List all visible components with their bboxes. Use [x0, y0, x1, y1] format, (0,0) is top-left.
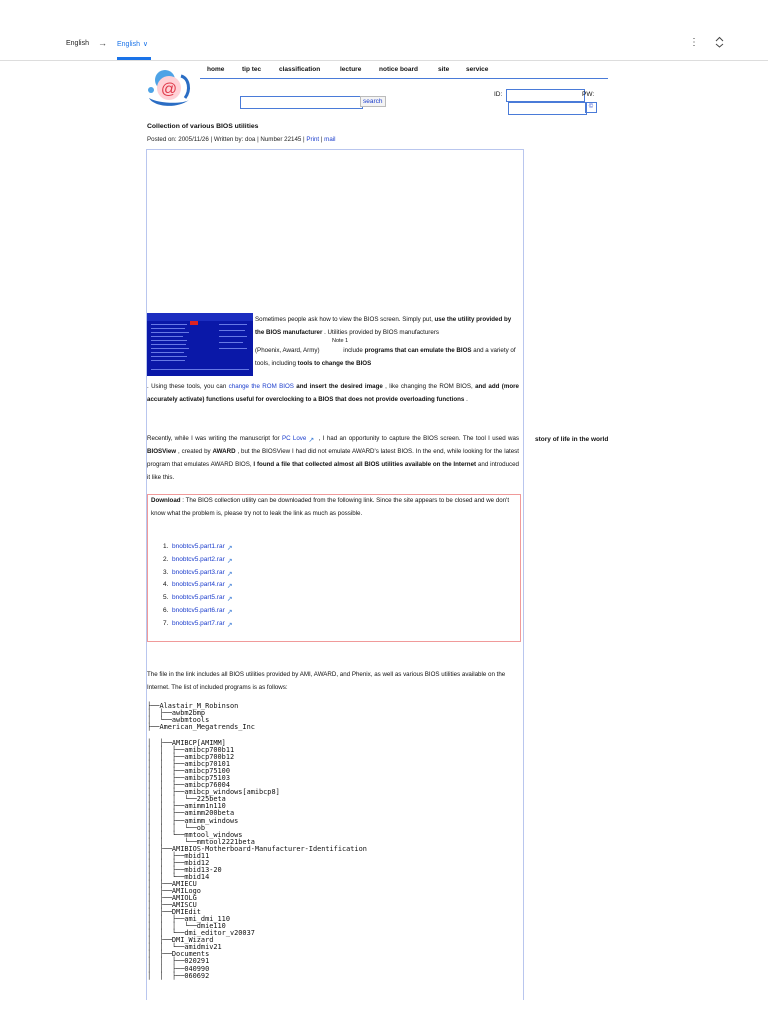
p3-text-1: Recently, while I was writing the manuscript for — [147, 435, 282, 442]
intro-paragraph — [255, 313, 519, 339]
external-link-icon: ↗ — [226, 621, 233, 629]
chevron-down-icon: ∨ — [142, 41, 149, 48]
p1-text-3: (Phoenix, Award, Army) — [255, 347, 320, 354]
post-meta-text: Posted on: 2005/11/26 | Written by: doa | Number 22145 | — [147, 136, 307, 143]
included-programs-paragraph: The file in the link includes all BIOS utilities provided by AMI, AWARD, and Phenix, as well as various BIOS utilities available on the Internet. The list of included programs is as follows: — [147, 671, 506, 691]
download-link-part2[interactable] — [172, 556, 235, 563]
file-name: bnobtcv5.part2.rar — [172, 555, 225, 563]
arrow-right-icon: → — [98, 38, 107, 48]
p2-text-1: . Using these tools, you can — [147, 383, 229, 390]
p3-bold-1: BIOSView — [147, 448, 177, 455]
p1-bold-2: programs that can emulate the BIOS — [364, 347, 472, 354]
translate-bar — [0, 0, 768, 61]
download-link-part3[interactable] — [172, 569, 235, 576]
external-link-icon: ↗ — [226, 570, 233, 578]
nav-notice-board[interactable]: notice board — [379, 66, 419, 73]
pw-label: PW: — [582, 91, 595, 98]
file-name: bnobtcv5.part1.rar — [172, 543, 225, 550]
svg-text:@: @ — [160, 81, 178, 98]
list-item — [163, 605, 235, 618]
external-link-icon: ↗ — [226, 557, 233, 565]
download-text — [151, 494, 517, 520]
download-label: Download — [151, 497, 181, 504]
active-tab-indicator — [117, 57, 151, 60]
source-language[interactable]: English — [66, 40, 89, 47]
list-item — [163, 554, 235, 567]
list-number: 6. — [163, 606, 169, 614]
nav-tip-tec[interactable]: tip tec — [242, 66, 262, 73]
download-list — [163, 541, 235, 631]
pc-love-link[interactable] — [282, 435, 316, 442]
p3-text-5: and introduced it like this. — [147, 461, 519, 481]
id-input[interactable] — [506, 89, 585, 102]
list-number: 2. — [163, 555, 169, 563]
nav-service[interactable]: service — [466, 66, 489, 73]
download-link-part4[interactable] — [172, 581, 235, 591]
list-item — [163, 541, 235, 554]
site-logo[interactable] — [145, 66, 195, 110]
meta-separator: | — [319, 136, 325, 143]
p3-bold-3: I found a file that collected almost all BIOS utilities available on the Internet — [253, 461, 477, 468]
download-link-part5[interactable] — [172, 594, 235, 604]
external-link-icon: ↗ — [226, 545, 233, 552]
pc-love-paragraph — [147, 432, 519, 484]
collapse-icon[interactable] — [715, 36, 724, 49]
download-link-part1[interactable] — [172, 543, 235, 550]
pw-input[interactable] — [508, 102, 587, 115]
p2-bold-1: and insert the desired image — [293, 383, 383, 390]
nav-home[interactable]: home — [207, 66, 225, 73]
list-number: 1. — [163, 543, 169, 550]
target-language-label: English — [117, 41, 140, 48]
list-item — [163, 592, 235, 605]
intro-paragraph-cont — [255, 344, 519, 370]
list-number: 3. — [163, 568, 169, 576]
download-description: : The BIOS collection utility can be downloaded from the following link. Since the site appears to be closed and we don't know what the problem is, please try not to leak the link as much as possible. — [151, 497, 510, 517]
external-link-icon: ↗ — [226, 583, 233, 591]
rom-bios-paragraph — [147, 380, 519, 406]
list-number: 4. — [163, 581, 169, 589]
p3-text-3: , created by — [176, 448, 213, 455]
p2-text-3: . — [464, 396, 468, 403]
p1-bold-1: use the utility provided by the BIOS manufacturer — [255, 316, 512, 336]
p1-text-2: . Utilities provided by BIOS manufacturers — [322, 329, 439, 336]
external-link-icon: ↗ — [226, 608, 233, 616]
external-link-icon: ↗ — [308, 437, 315, 444]
p1-text-5: and a variety of tools, including — [255, 347, 516, 367]
file-name: bnobtcv5.part3.rar — [172, 568, 225, 576]
directory-tree-ami: │ ├──AMIBCP[AMIMM] │ │ ├──amibcp700b11 │ │ ├──amibcp700b12 │ │ ├──amibcp70101 │ │ ├──amibcp75100 │ │ ├──amibcp75103 │ │ ├──amibcp76004 │ │ ├──amibcp_windows[amibcp8] │ │ │ └──225beta │ │ ├──amimm1n110 │ │ ├──amimm200beta │ │ ├──amimm_windows │ │ │ └──ob │ │ └──mmtool_windows │ │ └──mmtool2221beta │ ├──AMIBIOS-Motherboard-Manufacturer-Identification │ │ ├──mbid11 │ │ ├──mbid12 │ │ ├──mbid13-20 │ │ └──mbid14 │ ├──AMIECU │ ├──AMILogo │ ├──AMIOLG │ ├──AMISCU │ ├──DMIEdit │ │ ├──ami_dmi_110 │ │ │ └──dmie110 │ │ └──dmi_editor_v20037 │ ├──DMI_Wizard │ │ └──amidmiv21 │ ├──Documents │ │ ├──020291 │ │ ├──040990 │ │ ├──060692 — [147, 739, 367, 980]
list-number: 7. — [163, 619, 169, 627]
login-button[interactable]: © — [585, 102, 597, 113]
search-input[interactable] — [240, 96, 363, 109]
p3-text-2: , I had an opportunity to capture the BIOS screen. The tool I used was — [316, 435, 520, 442]
post-title: Collection of various BIOS utilities — [147, 123, 259, 130]
p1-text-4: include — [341, 347, 365, 354]
file-name: bnobtcv5.part5.rar — [172, 594, 225, 602]
sidebar-story-link[interactable]: story of life in the world — [535, 436, 609, 443]
p2-text-2: , like changing the ROM BIOS, — [382, 383, 476, 390]
p2-bold-2: and add (more accurately activate) functions useful for overclocking to a BIOS that does not provide overloading functions — [147, 383, 519, 403]
download-link-part7[interactable] — [172, 620, 235, 627]
directory-tree-top: ├──Alastair_M_Robinson │ ├──awbm2bmp │ └──awbmtools ├──American_Megatrends_Inc — [147, 702, 255, 731]
file-name: bnobtcv5.part7.rar — [172, 619, 225, 627]
print-link[interactable]: Print — [306, 136, 320, 143]
p1-bold-3: tools to change the BIOS — [297, 360, 372, 367]
file-name: bnobtcv5.part4.rar — [172, 581, 225, 589]
main-nav — [200, 64, 608, 79]
list-item — [163, 618, 235, 631]
list-number: 5. — [163, 594, 169, 602]
change-rom-bios-link[interactable]: change the ROM BIOS — [228, 383, 294, 390]
footnote-note-1[interactable]: Note 1 — [332, 338, 349, 344]
more-options-icon[interactable]: ⋮ — [689, 37, 699, 48]
p3-bold-2: AWARD — [212, 448, 236, 455]
p1-text-1: Sometimes people ask how to view the BIOS screen. Simply put, — [255, 316, 435, 323]
list-item — [163, 579, 235, 592]
nav-site[interactable]: site — [438, 66, 450, 73]
nav-classification[interactable]: classification — [279, 66, 321, 73]
nav-lecture[interactable]: lecture — [340, 66, 362, 73]
pc-love-link-label: PC Love — [281, 435, 307, 442]
bios-screenshot-image — [147, 313, 253, 376]
target-language-select[interactable] — [117, 40, 148, 48]
id-label: ID: — [494, 91, 503, 98]
list-item — [163, 567, 235, 580]
search-button[interactable]: search — [360, 96, 386, 107]
post-meta — [147, 136, 336, 143]
file-name: bnobtcv5.part6.rar — [172, 606, 225, 614]
external-link-icon: ↗ — [226, 596, 233, 604]
download-link-part6[interactable] — [172, 607, 235, 614]
mail-link[interactable]: mail — [324, 136, 336, 143]
p3-text-4: , but the BIOSView I had did not emulate AWARD's latest BIOS. In the end, while looking for the latest program that emulates AWARD BIOS, — [147, 448, 519, 468]
